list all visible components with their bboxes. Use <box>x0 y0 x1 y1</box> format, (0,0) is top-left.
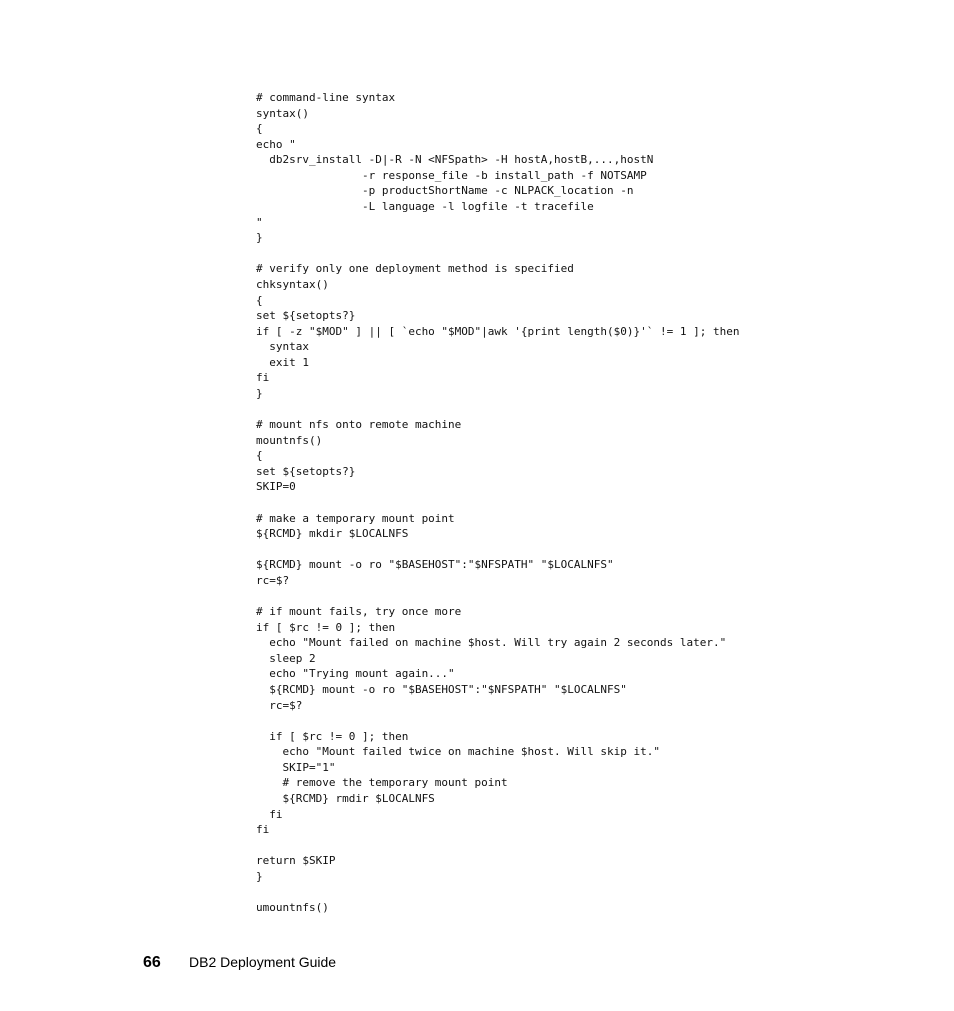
page-footer <box>143 954 336 972</box>
code-line <box>256 713 739 729</box>
code-line: mountnfs() <box>256 433 323 447</box>
code-line: -p productShortName -c NLPACK_location -n <box>256 184 634 198</box>
code-line: SKIP="1" <box>256 760 336 774</box>
code-line: syntax() <box>256 106 309 120</box>
code-line: # verify only one deployment method is specified <box>256 262 574 276</box>
code-line <box>256 542 739 558</box>
code-line: rc=$? <box>256 698 303 712</box>
code-line: ${RCMD} rmdir $LOCALNFS <box>256 792 435 806</box>
code-line: return $SKIP <box>256 854 336 868</box>
code-line: set ${setopts?} <box>256 309 356 323</box>
code-line: rc=$? <box>256 573 290 587</box>
code-line: } <box>256 231 263 245</box>
code-line: -L language -l logfile -t tracefile <box>256 200 594 214</box>
code-line <box>256 884 739 900</box>
code-line: echo " <box>256 137 296 151</box>
code-line: echo "Trying mount again..." <box>256 667 455 681</box>
code-line: # mount nfs onto remote machine <box>256 418 462 432</box>
code-line: exit 1 <box>256 355 309 369</box>
code-line: set ${setopts?} <box>256 464 356 478</box>
code-line: fi <box>256 823 270 837</box>
code-line: -r response_file -b install_path -f NOTSAMP <box>256 168 647 182</box>
code-line: ${RCMD} mount -o ro "$BASEHOST":"$NFSPATH" "$LOCALNFS" <box>256 558 614 572</box>
code-line: if [ $rc != 0 ]; then <box>256 729 409 743</box>
code-line: { <box>256 122 263 136</box>
code-line <box>256 246 739 262</box>
code-line: { <box>256 293 263 307</box>
code-line: ${RCMD} mount -o ro "$BASEHOST":"$NFSPATH" "$LOCALNFS" <box>256 682 627 696</box>
code-line: SKIP=0 <box>256 480 296 494</box>
code-line: umountnfs() <box>256 901 329 915</box>
code-line: { <box>256 449 263 463</box>
code-line <box>256 402 739 418</box>
code-line: fi <box>256 371 270 385</box>
page-number: 66 <box>143 954 161 971</box>
code-line: sleep 2 <box>256 651 316 665</box>
code-line: # make a temporary mount point <box>256 511 455 525</box>
code-line: db2srv_install -D|-R -N <NFSpath> -H hostA,hostB,...,hostN <box>256 153 654 167</box>
code-line: echo "Mount failed twice on machine $host. Will skip it." <box>256 745 660 759</box>
code-line <box>256 589 739 605</box>
code-line: " <box>256 215 263 229</box>
code-line: # remove the temporary mount point <box>256 776 508 790</box>
code-line <box>256 495 739 511</box>
code-listing <box>256 90 739 916</box>
code-line: fi <box>256 807 283 821</box>
code-line: syntax <box>256 340 309 354</box>
code-line: # command-line syntax <box>256 91 396 104</box>
code-line: # if mount fails, try once more <box>256 605 462 619</box>
code-line: ${RCMD} mkdir $LOCALNFS <box>256 527 409 541</box>
code-line: echo "Mount failed on machine $host. Will try again 2 seconds later." <box>256 636 727 650</box>
code-line: } <box>256 869 263 883</box>
book-title: DB2 Deployment Guide <box>189 954 337 970</box>
code-line: if [ -z "$MOD" ] || [ `echo "$MOD"|awk '{print length($0)}'` != 1 ]; then <box>256 324 740 338</box>
code-line: } <box>256 386 263 400</box>
code-line: chksyntax() <box>256 277 329 291</box>
code-line: if [ $rc != 0 ]; then <box>256 620 396 634</box>
code-line <box>256 838 739 854</box>
